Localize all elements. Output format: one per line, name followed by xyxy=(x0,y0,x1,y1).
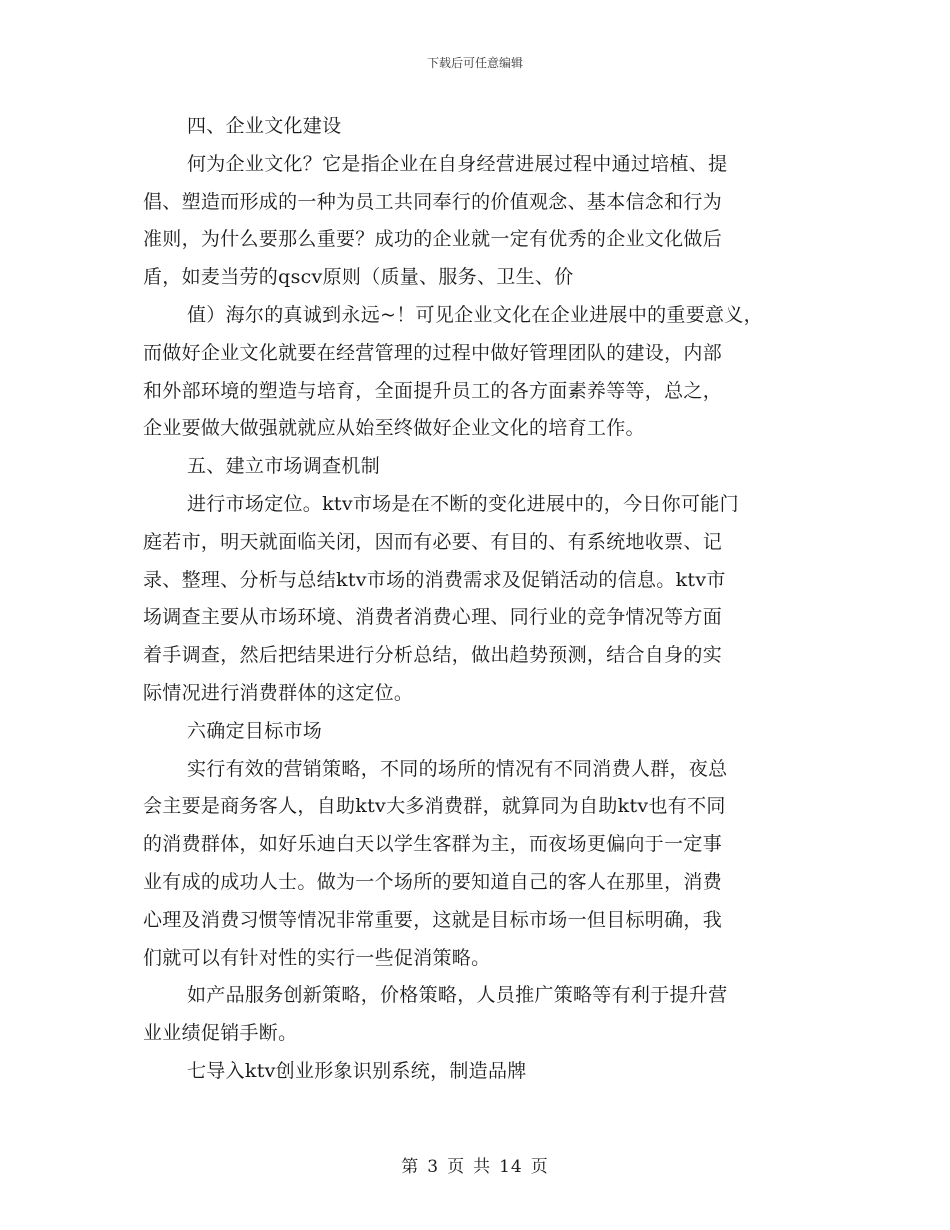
paragraph-line: 庭若市，明天就面临关闭，因而有必要、有目的、有系统地收票、记 xyxy=(143,530,723,553)
footer-ye: 页 xyxy=(530,1157,549,1177)
section-heading-7: 七导入ktv创业形象识别系统，制造品牌 xyxy=(187,1059,527,1082)
footer-gong: 共 xyxy=(473,1157,492,1177)
paragraph-line: 进行市场定位。ktv市场是在不断的变化进展中的，今日你可能门 xyxy=(187,492,739,515)
page-footer xyxy=(0,1152,950,1177)
paragraph-line: 际情况进行消费群体的这定位。 xyxy=(143,681,414,704)
paragraph-line: 何为企业文化？它是指企业在自身经营进展过程中通过培植、提 xyxy=(187,152,728,175)
paragraph-line: 场调查主要从市场环境、消费者消费心理、同行业的竞争情况等方面 xyxy=(143,606,723,629)
section-heading-5: 五、建立市场调查机制 xyxy=(187,455,381,478)
section-heading-6: 六确定目标市场 xyxy=(187,719,323,742)
paragraph-line: 业业绩促销手断。 xyxy=(143,1022,298,1045)
paragraph-line: 们就可以有针对性的实行一些促消策略。 xyxy=(143,946,491,969)
paragraph-line: 业有成的成功人士。做为一个场所的要知道自己的客人在那里，消费 xyxy=(143,870,723,893)
footer-ye: 页 xyxy=(447,1157,466,1177)
paragraph-line: 值）海尔的真诚到永远~！可见企业文化在企业进展中的重要意义， xyxy=(187,303,763,326)
paragraph-line: 而做好企业文化就要在经营管理的过程中做好管理团队的建设，内部 xyxy=(143,341,723,364)
paragraph-line: 实行有效的营销策略，不同的场所的情况有不同消费人群，夜总 xyxy=(187,757,728,780)
paragraph-line: 会主要是商务客人，自助ktv大多消费群，就算同为自助ktv也有不同 xyxy=(143,795,726,818)
paragraph-line: 准则，为什么要那么重要？成功的企业就一定有优秀的企业文化做后 xyxy=(143,228,723,251)
section-heading-4: 四、企业文化建设 xyxy=(187,115,342,137)
footer-di: 第 xyxy=(401,1157,420,1177)
footer-total-pages: 14 xyxy=(499,1157,523,1177)
paragraph-line: 录、整理、分析与总结ktv市场的消费需求及促销活动的信息。ktv市 xyxy=(143,568,726,591)
paragraph-line: 如产品服务创新策略，价格策略，人员推广策略等有利于提升营 xyxy=(187,984,728,1007)
paragraph-line: 盾，如麦当劳的qscv原则（质量、服务、卫生、价 xyxy=(143,266,574,289)
paragraph-line: 倡、塑造而形成的一种为员工共同奉行的价值观念、基本信念和行为 xyxy=(143,190,723,213)
paragraph-line: 心理及消费习惯等情况非常重要，这就是目标市场一但目标明确，我 xyxy=(143,908,723,931)
paragraph-line: 着手调查，然后把结果进行分析总结，做出趋势预测，结合自身的实 xyxy=(143,644,723,667)
paragraph-line: 的消费群体，如好乐迪白天以学生客群为主，而夜场更偏向于一定事 xyxy=(143,833,723,856)
footer-page-number: 3 xyxy=(427,1157,440,1177)
page-header: 下载后可任意编辑 xyxy=(426,56,523,70)
paragraph-line: 和外部环境的塑造与培育，全面提升员工的各方面素养等等，总之， xyxy=(143,379,723,402)
document-body xyxy=(143,108,823,1091)
paragraph-line: 企业要做大做强就就应从始至终做好企业文化的培育工作。 xyxy=(143,417,645,440)
